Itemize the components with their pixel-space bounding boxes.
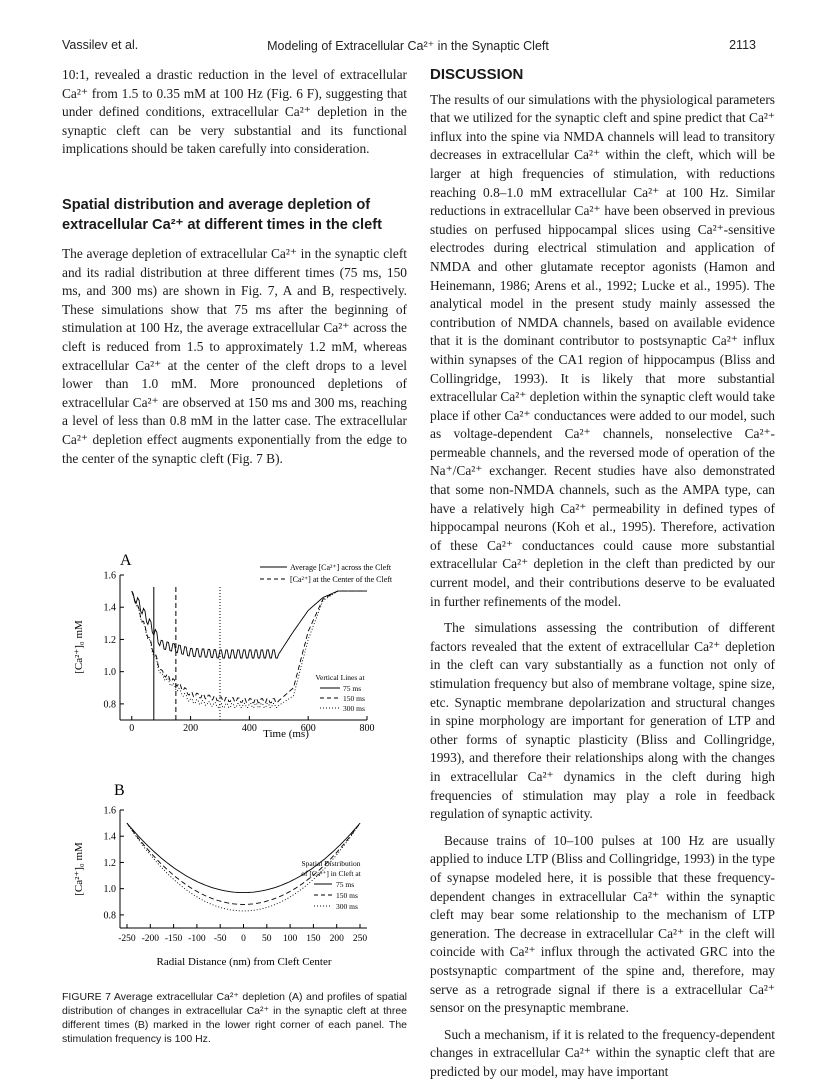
panel-a-xtick-label: 200 <box>183 723 199 734</box>
panel-b-ytick-label: 1.2 <box>103 857 116 869</box>
paragraph-discussion-3: Because trains of 10–100 pulses at 100 Hz are usually applied to induce LTP (Bliss and Collingridge, 1993) in the type of synapse modeled here, it is possible that these frequency-dependent changes in extracellular Ca²⁺ within the synaptic cleft may bear some relationship to the mechanism of LTP generation. The decrease in extracellular Ca²⁺ in the cleft will coincide with Ca²⁺ influx through the activated GRC into the postsynaptic compartment of the spine and, therefore, may serve as a retrograde signal if there is a extracellular Ca²⁺ sensor on the presynaptic membrane. <box>430 832 775 1016</box>
panel-b-ytick-label: 1.6 <box>103 805 116 817</box>
panel-b-xtick-label: 100 <box>282 934 298 944</box>
panel-b-xtick-label: 250 <box>352 934 368 944</box>
panel-a-ytick-label: 1.6 <box>103 570 116 582</box>
panel-b-legend <box>301 859 361 911</box>
panel-a-ylabel: [Ca²⁺]₀ mM <box>73 620 85 674</box>
series-a-solid <box>132 591 367 658</box>
legend-average: Average [Ca²⁺] across the Cleft <box>290 563 392 572</box>
panel-b-xtick-label: 0 <box>241 934 246 944</box>
panel-a-ytick-label: 1.4 <box>103 602 116 614</box>
panel-a-vline-legend <box>315 673 365 713</box>
legend-center: [Ca²⁺] at the Center of the Cleft <box>290 575 393 584</box>
b-legend-150: 150 ms <box>336 891 358 900</box>
paragraph-results: The average depletion of extracellular Ca²⁺ in the synaptic cleft and its radial distribution at three different times (75 ms, 150 ms, and 300 ms) are shown in Fig. 7, A and B, respectively. These simulations show that 75 ms after the beginning of stimulation at 100 Hz, the average extracellular Ca²⁺ across the cleft is reduced from 1.5 to approximately 1.2 mM, whereas extracellular Ca²⁺ at the center of the cleft drops to a level lower than 1.0 mM. More pronounced depletions of extracellular Ca²⁺ are observed at 150 ms and 300 ms, reaching a level of less than 0.8 mM in the latter case. The extracellular Ca²⁺ depletion effect augments exponentially from the edge to the center of the synaptic cleft (Fig. 7 B). <box>62 245 407 466</box>
panel-b-xtick-label: -250 <box>118 934 136 944</box>
panel-a-xtick-label: 600 <box>300 723 316 734</box>
series-a-dashed <box>132 591 367 703</box>
panel-b-legend-title-2: of [Ca²⁺] in Cleft at <box>301 869 361 878</box>
panel-b-ylabel: [Ca²⁺]₀ mM <box>73 842 85 896</box>
vline-legend-title: Vertical Lines at <box>315 673 365 682</box>
panel-b-ytick-label: 1.0 <box>103 884 116 896</box>
left-column <box>62 66 407 468</box>
panel-b-xtick-label: -50 <box>213 934 227 944</box>
panel-b-ytick-label: 0.8 <box>103 910 116 922</box>
figure-caption <box>62 990 407 1046</box>
panel-b-xtick-label: 200 <box>329 934 344 944</box>
spacer <box>62 159 407 195</box>
b-legend-300: 300 ms <box>336 902 358 911</box>
vline-legend-150: 150 ms <box>343 694 365 703</box>
page-number: 2113 <box>729 38 756 52</box>
figure-7 <box>62 545 412 975</box>
panel-a-ticks <box>104 571 375 735</box>
panel-a-xlabel: Time (ms) <box>263 728 309 740</box>
panel-a-plot <box>73 563 393 740</box>
spacer <box>62 235 407 245</box>
series-a-dotted <box>132 591 367 707</box>
panel-b-xtick-label: -150 <box>164 934 183 944</box>
running-head-title: Modeling of Extracellular Ca²⁺ in the Synaptic Cleft <box>267 39 549 53</box>
panel-b-plot <box>73 806 367 969</box>
panel-b-legend-title-1: Spatial Distribution <box>301 859 361 868</box>
b-legend-75: 75 ms <box>336 880 355 889</box>
panel-a-xtick-label: 400 <box>241 723 257 734</box>
paragraph-discussion-2: The simulations assessing the contribution of different factors revealed that the extent of extracellular Ca²⁺ depletion in the cleft can vary substantially as a function not only of stimulation frequency but also of membrane voltage, spine size, etc. Synaptic membrane depolarization and structural changes in spine morphology are important for generation of LTP and other forms of synaptic plasticity (Bliss and Collingridge, 1993), and therefore their relationships along with the changes in extracellular Ca²⁺ dynamics in the cleft during high frequencies of stimulation may play a role in feedback regulation of synaptic activity. <box>430 620 775 822</box>
panel-a-ytick-label: 1.0 <box>103 667 116 679</box>
panel-a-xtick-label: 0 <box>129 723 135 734</box>
vline-legend-75: 75 ms <box>343 684 362 693</box>
right-column <box>430 66 775 1081</box>
panel-b-ytick-label: 1.4 <box>103 831 116 843</box>
panel-b-xtick-label: -100 <box>188 934 206 944</box>
panel-a-ytick-label: 1.2 <box>103 634 116 646</box>
panel-b-xtick-label: 150 <box>306 934 321 944</box>
panel-a-series <box>132 591 367 707</box>
panel-a-label: A <box>120 552 132 569</box>
panel-b-xtick-label: 50 <box>262 934 272 944</box>
paragraph-discussion-1: The results of our simulations with the physiological parameters that we utilized for the synaptic cleft and spine predict that Ca²⁺ influx into the spine via NMDA channels will lead to transitory decreases in extracellular Ca²⁺ within the cleft, which will be larger at high frequencies of stimulation, with reductions reaching 0.8–1.0 mM extracellular Ca²⁺ at 100 Hz. Similar reductions in extracellular Ca²⁺ have been observed in previous studies on perfused hippocampal slices using Ca²⁺-sensitive electrodes during electrical stimulation and application of NMDA and other glutamate receptor agonists (Hamon and Heinemann, 1986; Arens et al., 1992; Lucke et al., 1995). The analytical model in the present study mainly assessed the contribution of NMDA channels, based on available evidence that it is the dominant contributor to postsynaptic Ca²⁺ influx within synapses of the CA1 region of hippocampus (Bliss and Collingridge, 1993). It is likely that more substantial extracellular Ca²⁺ depletion within the synaptic cleft would take place if other Ca²⁺ conductances were added to our model, such as voltage-dependent Ca²⁺ channels, nonselective Ca²⁺-permeable channels, and the reversed mode of operation of the Na⁺/Ca²⁺ exchanger. Recent studies have also demonstrated that some non-NMDA channels, such as the AMPA type, can have a relatively high Ca²⁺ permeability in defined types of hippocampal neurons (Koh et al., 1995). Therefore, activation of these Ca²⁺ conductances could cause more substantial extracellular Ca²⁺ depletion in the cleft than predicted by our current model, and their contributions deserve to be evaluated in further refinements of the model. <box>430 91 775 609</box>
subsection-heading: Spatial distribution and average depletion of extracellular Ca²⁺ at different times in the cleft <box>62 196 382 233</box>
running-head-authors: Vassilev et al. <box>62 38 139 52</box>
paragraph-continuation: 10:1, revealed a drastic reduction in the level of extracellular Ca²⁺ from 1.5 to 0.35 mM at 100 Hz (Fig. 6 F), suggesting that under defined conditions, extracellular Ca²⁺ depletion in the synaptic cleft can be very substantial and its functional implications should be taken carefully into consideration. <box>62 67 407 157</box>
panel-a-ytick-label: 0.8 <box>103 699 116 711</box>
paragraph-discussion-4: Such a mechanism, if it is related to the frequency-dependent changes in extracellular Ca²⁺ within the synaptic cleft that are predicted by our model, may have important <box>430 1026 775 1079</box>
panel-b-label: B <box>114 782 125 799</box>
panel-a-xtick-label: 800 <box>359 723 375 734</box>
section-heading: DISCUSSION <box>430 66 524 83</box>
caption-text: FIGURE 7 Average extracellular Ca²⁺ depletion (A) and profiles of spatial distribution of changes in extracellular Ca²⁺ in the synaptic cleft at three different times (B) marked in the lower right corner of each panel. The stimulation frequency is 100 Hz. <box>62 991 407 1045</box>
series-b-75-ms <box>127 823 360 893</box>
panel-b-xtick-label: -200 <box>141 934 160 944</box>
panel-a-legend <box>260 563 393 584</box>
vline-legend-300: 300 ms <box>343 704 365 713</box>
panel-b-xlabel: Radial Distance (nm) from Cleft Center <box>156 956 332 968</box>
